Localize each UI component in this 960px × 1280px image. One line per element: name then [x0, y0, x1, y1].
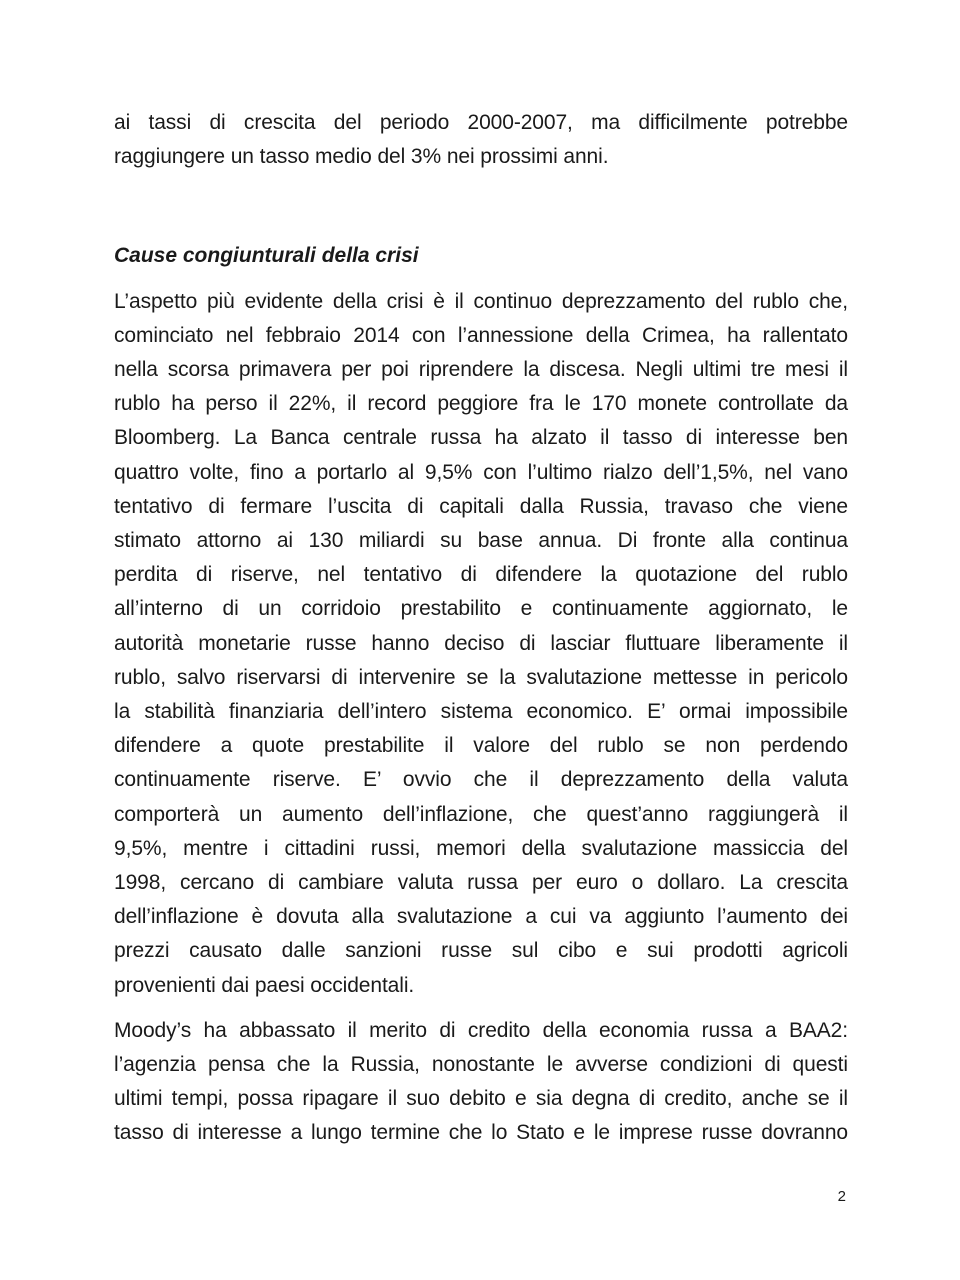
text-line: tentativo di fermare l’uscita di capitali dalla Russia, travaso che viene [114, 494, 848, 518]
section-heading: Cause congiunturali della crisi [114, 244, 419, 268]
text-line: ultimi tempi, possa ripagare il suo debito e sia degna di credito, anche se il [114, 1087, 848, 1111]
text-line: Bloomberg. La Banca centrale russa ha alzato il tasso di interesse ben [114, 426, 848, 450]
text-line: la stabilità finanziaria dell’intero sistema economico. E’ ormai impossibile [114, 700, 848, 724]
text-line: L’aspetto più evidente della crisi è il continuo deprezzamento del rublo che, [114, 289, 848, 313]
text-line: difendere a quote prestabilite il valore del rublo se non perdendo [114, 734, 848, 758]
text-line: prezzi causato dalle sanzioni russe sul cibo e sui prodotti agricoli [114, 939, 848, 963]
text-line: rublo, salvo riservarsi di intervenire se la svalutazione mettesse in pericolo [114, 665, 848, 689]
paragraph-moodys-rating [114, 1014, 848, 1151]
text-line: ai tassi di crescita del periodo 2000-2007, ma difficilmente potrebbe [114, 111, 848, 134]
text-line: dell’inflazione è dovuta alla svalutazione a cui va aggiunto l’aumento dei [114, 905, 848, 929]
paragraph-intro [114, 106, 848, 174]
text-line: comporterà un aumento dell’inflazione, che quest’anno raggiungerà il [114, 802, 848, 826]
text-line: stimato attorno ai 130 miliardi su base annua. Di fronte alla continua [114, 529, 848, 553]
text-line: cominciato nel febbraio 2014 con l’annessione della Crimea, ha rallentato [114, 323, 848, 347]
text-line: l’agenzia pensa che la Russia, nonostante le avverse condizioni di questi [114, 1053, 848, 1077]
text-line: 1998, cercano di cambiare valuta russa per euro o dollaro. La crescita [114, 871, 848, 895]
text-line: perdita di riserve, nel tentativo di difendere la quotazione del rublo [114, 563, 848, 587]
page-number: 2 [837, 1188, 846, 1205]
text-line: all’interno di un corridoio prestabilito e continuamente aggiornato, le [114, 597, 848, 621]
paragraph-ruble-depreciation [114, 285, 848, 1003]
text-line: tasso di interesse a lungo termine che lo Stato e le imprese russe dovranno [114, 1121, 848, 1145]
text-line: continuamente riserve. E’ ovvio che il deprezzamento della valuta [114, 768, 848, 792]
document-page [114, 106, 848, 1151]
text-line: raggiungere un tasso medio del 3% nei prossimi anni. [114, 145, 609, 169]
text-line: autorità monetarie russe hanno deciso di lasciar fluttuare liberamente il [114, 631, 848, 655]
text-line: quattro volte, fino a portarlo al 9,5% con l’ultimo rialzo dell’1,5%, nel vano [114, 460, 848, 484]
text-line: nella scorsa primavera per poi riprendere la discesa. Negli ultimi tre mesi il [114, 358, 848, 382]
text-line: provenienti dai paesi occidentali. [114, 973, 415, 997]
text-line: Moody’s ha abbassato il merito di credito della economia russa a BAA2: [114, 1018, 848, 1042]
text-line: rublo ha perso il 22%, il record peggiore fra le 170 monete controllate da [114, 392, 848, 416]
text-line: 9,5%, mentre i cittadini russi, memori della svalutazione massiccia del [114, 836, 848, 860]
